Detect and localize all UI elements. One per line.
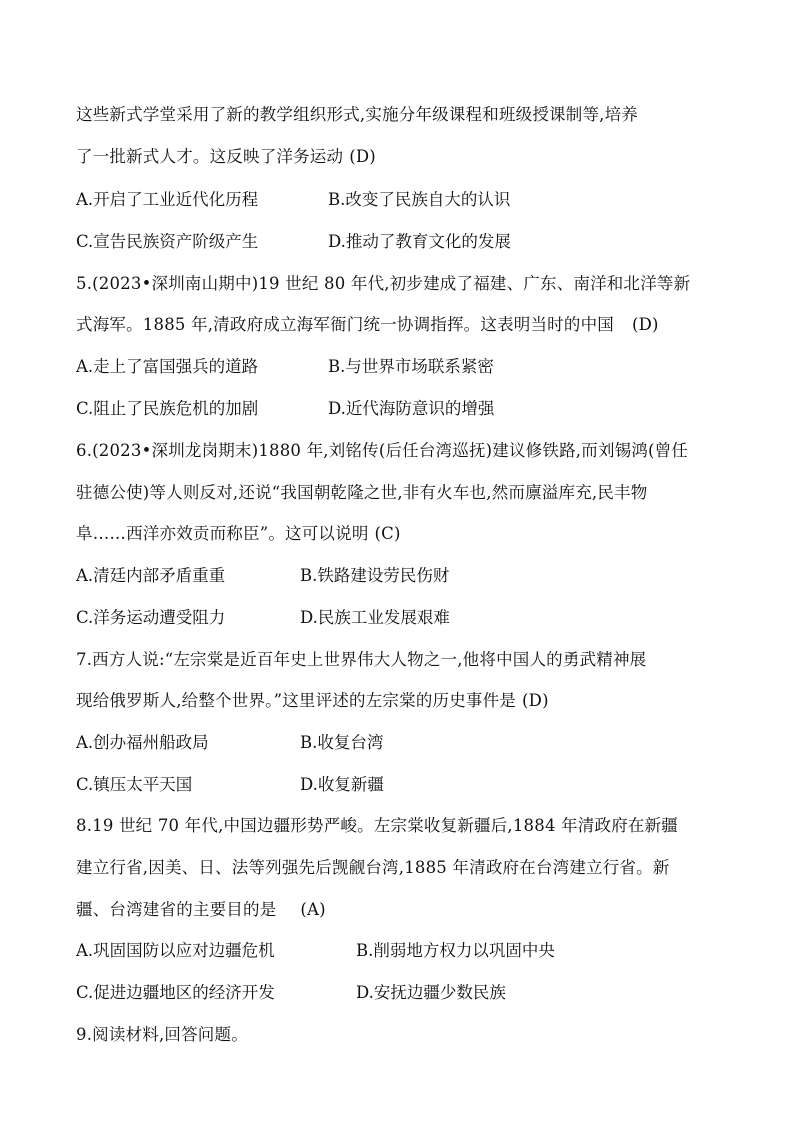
q4-stem-line1: 这些新式学堂采用了新的教学组织形式,实施分年级课程和班级授课制等,培养 xyxy=(76,105,638,124)
q7-option-d: D.收复新疆 xyxy=(300,775,384,794)
q5-stem-line1: 5.(2023•深圳南山期中)19 世纪 80 年代,初步建成了福建、广东、南洋和北洋等新 xyxy=(76,274,691,293)
q8-stem-line2: 建立行省,因美、日、法等列强先后觊觎台湾,1885 年清政府在台湾建立行省。新 xyxy=(76,858,670,877)
q8-answer: (A) xyxy=(300,900,326,919)
q5-option-c: C.阻止了民族危机的加剧 xyxy=(76,399,259,418)
q6-option-a: A.清廷内部矛盾重重 xyxy=(76,566,226,585)
q6-stem-line2: 驻德公使)等人则反对,还说“我国朝乾隆之世,非有火车也,然而廪溢库充,民丰物 xyxy=(76,483,648,502)
q5-stem-line2 xyxy=(76,314,736,336)
q8-option-d: D.安抚边疆少数民族 xyxy=(356,983,506,1002)
q4-option-b: B.改变了民族自大的认识 xyxy=(328,190,511,209)
q5-answer: (D) xyxy=(631,315,659,334)
q4-option-a: A.开启了工业近代化历程 xyxy=(76,190,259,209)
q6-stem-line3 xyxy=(76,523,736,545)
q9-stem-line1: 9.阅读材料,回答问题。 xyxy=(76,1025,248,1044)
q6-option-d: D.民族工业发展艰难 xyxy=(300,608,450,627)
q6-option-b: B.铁路建设劳民伤财 xyxy=(300,566,450,585)
q5-stem-text: 式海军。1885 年,清政府成立海军衙门统一协调指挥。这表明当时的中国 xyxy=(76,315,614,334)
q5-option-b: B.与世界市场联系紧密 xyxy=(328,357,494,376)
q5-option-a: A.走上了富国强兵的道路 xyxy=(76,357,259,376)
q8-option-b: B.削弱地方权力以巩固中央 xyxy=(356,941,555,960)
q4-option-d: D.推动了教育文化的发展 xyxy=(328,232,511,251)
q4-option-c: C.宣告民族资产阶级产生 xyxy=(76,232,259,251)
q8-stem-line3 xyxy=(76,899,736,921)
q8-option-a: A.巩固国防以应对边疆危机 xyxy=(76,941,275,960)
q6-stem-line1: 6.(2023•深圳龙岗期末)1880 年,刘铭传(后任台湾巡抚)建议修铁路,而刘锡鸿(曾任 xyxy=(76,441,689,460)
q8-option-c: C.促进边疆地区的经济开发 xyxy=(76,983,275,1002)
q8-stem-text: 疆、台湾建省的主要目的是 xyxy=(76,900,277,919)
q7-option-a: A.创办福州船政局 xyxy=(76,733,209,752)
q8-stem-line1: 8.19 世纪 70 年代,中国边疆形势严峻。左宗棠收复新疆后,1884 年清政府在新疆 xyxy=(76,816,678,835)
q6-stem-text: 阜……西洋亦效贡而称臣”。这可以说明 xyxy=(76,524,369,543)
q6-answer: (C) xyxy=(374,524,401,543)
q4-answer: (D) xyxy=(349,147,376,166)
q7-answer: (D) xyxy=(522,691,549,710)
q7-option-c: C.镇压太平天国 xyxy=(76,775,193,794)
q7-stem-text: 现给俄罗斯人,给整个世界。”这里评述的左宗棠的历史事件是 xyxy=(76,691,517,710)
q7-stem-line1: 7.西方人说:“左宗棠是近百年史上世界伟大人物之一,他将中国人的勇武精神展 xyxy=(76,650,647,669)
q7-stem-line2 xyxy=(76,690,736,712)
q6-option-c: C.洋务运动遭受阻力 xyxy=(76,608,226,627)
q4-stem-line2 xyxy=(76,146,736,168)
q4-stem-text: 了一批新式人才。这反映了洋务运动 xyxy=(76,147,344,166)
q5-option-d: D.近代海防意识的增强 xyxy=(328,399,495,418)
q7-option-b: B.收复台湾 xyxy=(300,733,384,752)
